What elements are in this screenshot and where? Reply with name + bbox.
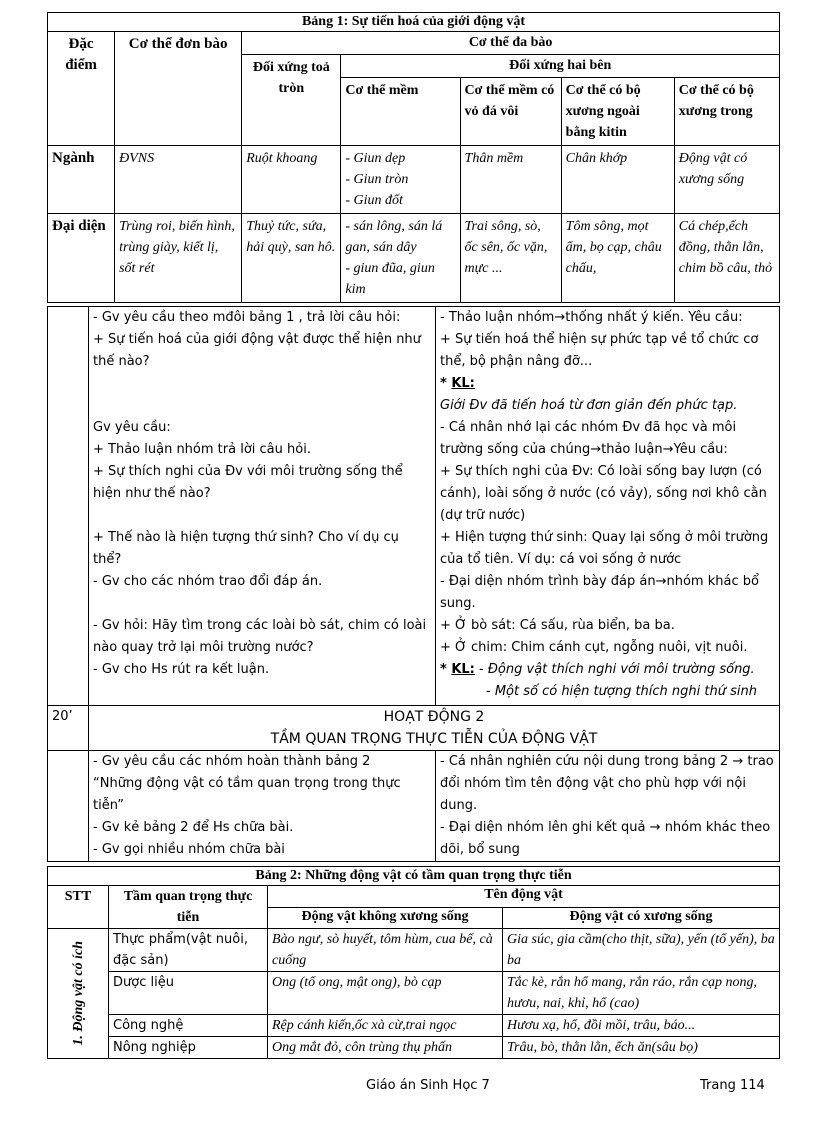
gv2-line: - Gv yêu cầu các nhóm hoàn thành bảng 2 bbox=[93, 754, 371, 769]
hs2-line bbox=[440, 817, 775, 861]
hs2-text: - Đại diện nhóm lên ghi kết quả bbox=[440, 820, 646, 835]
nganh-xuong-trong: Động vật có xương sống bbox=[674, 146, 779, 214]
nganh-kitin: Chân khớp bbox=[561, 146, 674, 214]
header-co-the-mem: Cơ thể mềm bbox=[341, 78, 460, 146]
daidien-mem-line: - giun đũa, giun kim bbox=[345, 261, 435, 297]
kl2-text: - Động vật thích nghi với môi trường sống. bbox=[474, 662, 755, 677]
hs2-text: - Cá nhân nghiên cứu nội dung trong bảng 2 bbox=[440, 754, 729, 769]
hs-line bbox=[440, 417, 775, 461]
gv2-line: “Những động vật có tầm quan trọng trong thực tiễn” bbox=[93, 776, 401, 813]
gv-line: + Thế nào là hiện tượng thứ sinh? Cho ví dụ cụ thể? bbox=[93, 530, 399, 567]
row-khong-xuong: Ong mắt đỏ, côn trùng thụ phấn bbox=[268, 1037, 503, 1059]
hs-text: - Thảo luận nhóm bbox=[440, 310, 555, 325]
hs-line: + Sự thích nghi của Đv: Có loài sống bay lượn (có cánh), loài sống ở nước (có vảy), sống nơi khô cằn (dự trữ nước) bbox=[440, 464, 767, 523]
hs-line: + Sự tiến hoá thể hiện sự phức tạp về tổ chức cơ thể, bộ phận nâng đỡ... bbox=[440, 332, 759, 369]
kl-star: * bbox=[440, 376, 452, 391]
activity2-empty bbox=[48, 751, 89, 862]
header-da-bao: Cơ thể đa bào bbox=[242, 32, 780, 55]
hs-line bbox=[440, 373, 775, 395]
kl-text: Giới Đv đã tiến hoá từ đơn giản đến phức tạp. bbox=[440, 398, 738, 413]
label-nganh: Ngành bbox=[48, 146, 115, 214]
table-row bbox=[48, 972, 780, 1015]
activity1-row bbox=[48, 307, 780, 706]
gv-line bbox=[93, 505, 431, 527]
nganh-mem-vo: Thân mềm bbox=[460, 146, 561, 214]
group-label: 1. Động vật có ích bbox=[70, 941, 86, 1046]
daidien-mem-line: - sán lông, sán lá gan, sán dây bbox=[345, 219, 443, 255]
row-co-xuong: Hươu xạ, hổ, đồi mồi, trâu, báo... bbox=[503, 1015, 780, 1037]
arrow-icon: → bbox=[655, 574, 667, 589]
arrow-icon: → bbox=[590, 442, 602, 457]
gv-line: - Gv yêu cầu theo mđôi bảng 1 , trả lời câu hỏi: bbox=[93, 310, 401, 325]
gv-line: + Sự thích nghi của Đv với môi trường sống thể hiện như thế nào? bbox=[93, 464, 403, 501]
header-hai-ben: Đối xứng hai bên bbox=[341, 55, 780, 78]
kl2-star: * bbox=[440, 662, 452, 677]
daidien-kitin: Tôm sông, mọt ẩm, bọ cạp, châu chấu, bbox=[561, 214, 674, 303]
activity2-title bbox=[89, 706, 780, 751]
evolution-table bbox=[47, 12, 780, 303]
header-khong-xuong-song: Động vật không xương sống bbox=[268, 907, 503, 929]
hs-line: + Ở bò sát: Cá sấu, rùa biển, ba ba. bbox=[440, 618, 675, 633]
nganh-don-bao: ĐVNS bbox=[115, 146, 242, 214]
header-xuong-trong: Cơ thể có bộ xương trong bbox=[674, 78, 779, 146]
arrow-icon: → bbox=[732, 754, 744, 769]
gv-line bbox=[93, 593, 431, 615]
activity2-header-row bbox=[48, 706, 780, 751]
page-footer bbox=[0, 1078, 816, 1098]
nganh-mem-line: - Giun tròn bbox=[345, 172, 409, 187]
row-tam-quan: Công nghệ bbox=[109, 1015, 268, 1037]
lesson-table bbox=[47, 306, 780, 862]
header-xuong-ngoai-kitin: Cơ thể có bộ xương ngoài bằng kitin bbox=[561, 78, 674, 146]
activity2-teacher bbox=[89, 751, 436, 862]
gv-line: Gv yêu cầu: bbox=[93, 420, 171, 435]
kl2-text: - Một số có hiện tượng thích nghi thứ sinh bbox=[486, 684, 757, 699]
kl2-line bbox=[440, 659, 775, 681]
row-khong-xuong: Bào ngư, sò huyết, tôm hùm, cua bể, cà cuống bbox=[268, 929, 503, 972]
activity1-time bbox=[48, 307, 89, 706]
importance-table bbox=[47, 866, 780, 1059]
hs-text: thống nhất ý kiến. Yêu cầu: bbox=[565, 310, 743, 325]
hs-text: thảo luận bbox=[601, 442, 663, 457]
gv-line bbox=[93, 373, 431, 417]
activity2-student bbox=[436, 751, 780, 862]
kl-label: KL: bbox=[451, 376, 475, 391]
row-dai-dien bbox=[48, 214, 780, 303]
gv-line: - Gv hỏi: Hãy tìm trong các loài bò sát, chim có loài nào quay trở lại môi trường nước? bbox=[93, 618, 427, 655]
activity2-title-line1: HOẠT ĐỘNG 2 bbox=[383, 709, 485, 725]
importance-table-title: Bảng 2: Những động vật có tầm quan trọng thực tiễn bbox=[48, 867, 780, 886]
hs-text: - Đại diện nhóm trình bày đáp án bbox=[440, 574, 656, 589]
kl2-label: KL: bbox=[451, 662, 475, 677]
hs-line: + Hiện tượng thứ sinh: Quay lại sống ở môi trường của tổ tiên. Ví dụ: cá voi sống ở nước bbox=[440, 530, 769, 567]
table-row bbox=[48, 1037, 780, 1059]
gv-line: - Gv cho Hs rút ra kết luận. bbox=[93, 662, 270, 677]
daidien-don-bao: Trùng roi, biến hình, trùng giày, kiết lị, sốt rét bbox=[115, 214, 242, 303]
hs-line: + Ở chim: Chim cánh cụt, ngỗng nuôi, vịt nuôi. bbox=[440, 640, 748, 655]
daidien-toa-tron: Thuỷ tức, sứa, hải quỳ, san hô. bbox=[242, 214, 341, 303]
activity2-title-line2: TẦM QUAN TRỌNG THỰC TIỄN CỦA ĐỘNG VẬT bbox=[270, 731, 598, 747]
header-ten-dong-vat: Tên động vật bbox=[268, 886, 780, 908]
daidien-mem bbox=[341, 214, 460, 303]
arrow-icon: → bbox=[554, 310, 566, 325]
table-row bbox=[48, 1015, 780, 1037]
header-toa-tron: Đối xứng toả tròn bbox=[242, 55, 341, 146]
evolution-table-title: Bảng 1: Sự tiến hoá của giới động vật bbox=[48, 13, 780, 32]
row-khong-xuong: Ong (tổ ong, mật ong), bò cạp bbox=[268, 972, 503, 1015]
row-tam-quan: Dược liệu bbox=[109, 972, 268, 1015]
hs2-line bbox=[440, 751, 775, 817]
row-tam-quan: Thực phẩm(vật nuôi, đặc sản) bbox=[109, 929, 268, 972]
gv2-line: - Gv gọi nhiều nhóm chữa bài bbox=[93, 842, 285, 857]
row-co-xuong: Trâu, bò, thằn lằn, ếch ăn(sâu bọ) bbox=[503, 1037, 780, 1059]
header-dac-diem: Đặc điểm bbox=[48, 32, 115, 146]
header-mem-vo-da-voi: Cơ thể mềm có vỏ đá vôi bbox=[460, 78, 561, 146]
row-khong-xuong: Rệp cánh kiến,ốc xà cừ,trai ngọc bbox=[268, 1015, 503, 1037]
hs-text: - Cá nhân nhớ lại các nhóm Đv đã học và môi trường sống của chúng bbox=[440, 420, 737, 457]
footer-subject: Giáo án Sinh Học 7 bbox=[366, 1078, 490, 1093]
hs2-text: nhóm khác theo dõi, bổ sung bbox=[440, 820, 771, 857]
nganh-mem-line: - Giun đốt bbox=[345, 193, 403, 208]
daidien-xuong-trong: Cá chép,ếch đồng, thằn lằn, chim bồ câu, thỏ bbox=[674, 214, 779, 303]
activity2-time: 20’ bbox=[48, 706, 89, 751]
hs-line bbox=[440, 307, 775, 329]
row-tam-quan: Nông nghiệp bbox=[109, 1037, 268, 1059]
activity1-student bbox=[436, 307, 780, 706]
group-co-ich bbox=[48, 929, 109, 1059]
hs-text: nhóm khác bổ sung. bbox=[440, 574, 759, 611]
header-tam-quan-trong: Tầm quan trọng thực tiễn bbox=[109, 886, 268, 929]
gv-line: + Thảo luận nhóm trả lời câu hỏi. bbox=[93, 442, 311, 457]
hs-text: Yêu cầu: bbox=[673, 442, 728, 457]
nganh-mem bbox=[341, 146, 460, 214]
nganh-mem-line: - Giun dẹp bbox=[345, 151, 406, 166]
label-dai-dien: Đại diện bbox=[48, 214, 115, 303]
table-row bbox=[48, 929, 780, 972]
header-don-bao: Cơ thể đơn bào bbox=[115, 32, 242, 146]
activity2-row bbox=[48, 751, 780, 862]
header-stt: STT bbox=[48, 886, 109, 929]
row-co-xuong: Tắc kè, rắn hổ mang, rắn ráo, rắn cạp nong, hươu, nai, khỉ, hổ (cao) bbox=[503, 972, 780, 1015]
hs-line bbox=[440, 571, 775, 615]
gv-line: + Sự tiến hoá của giới động vật được thể hiện như thế nào? bbox=[93, 332, 421, 369]
gv-line: - Gv cho các nhóm trao đổi đáp án. bbox=[93, 574, 323, 589]
arrow-icon: → bbox=[662, 442, 674, 457]
arrow-icon: → bbox=[649, 820, 661, 835]
daidien-mem-vo: Trai sông, sò, ốc sên, ốc vặn, mực ... bbox=[460, 214, 561, 303]
hs2-text: trao đổi nhóm tìm tên động vật cho phù hợp với nội dung. bbox=[440, 754, 774, 813]
row-nganh bbox=[48, 146, 780, 214]
row-co-xuong: Gia súc, gia cầm(cho thịt, sữa), yến (tổ yến), ba ba bbox=[503, 929, 780, 972]
header-co-xuong-song: Động vật có xương sống bbox=[503, 907, 780, 929]
activity1-teacher bbox=[89, 307, 436, 706]
gv2-line: - Gv kẻ bảng 2 để Hs chữa bài. bbox=[93, 820, 294, 835]
nganh-toa-tron: Ruột khoang bbox=[242, 146, 341, 214]
footer-page-number: Trang 114 bbox=[700, 1078, 765, 1093]
